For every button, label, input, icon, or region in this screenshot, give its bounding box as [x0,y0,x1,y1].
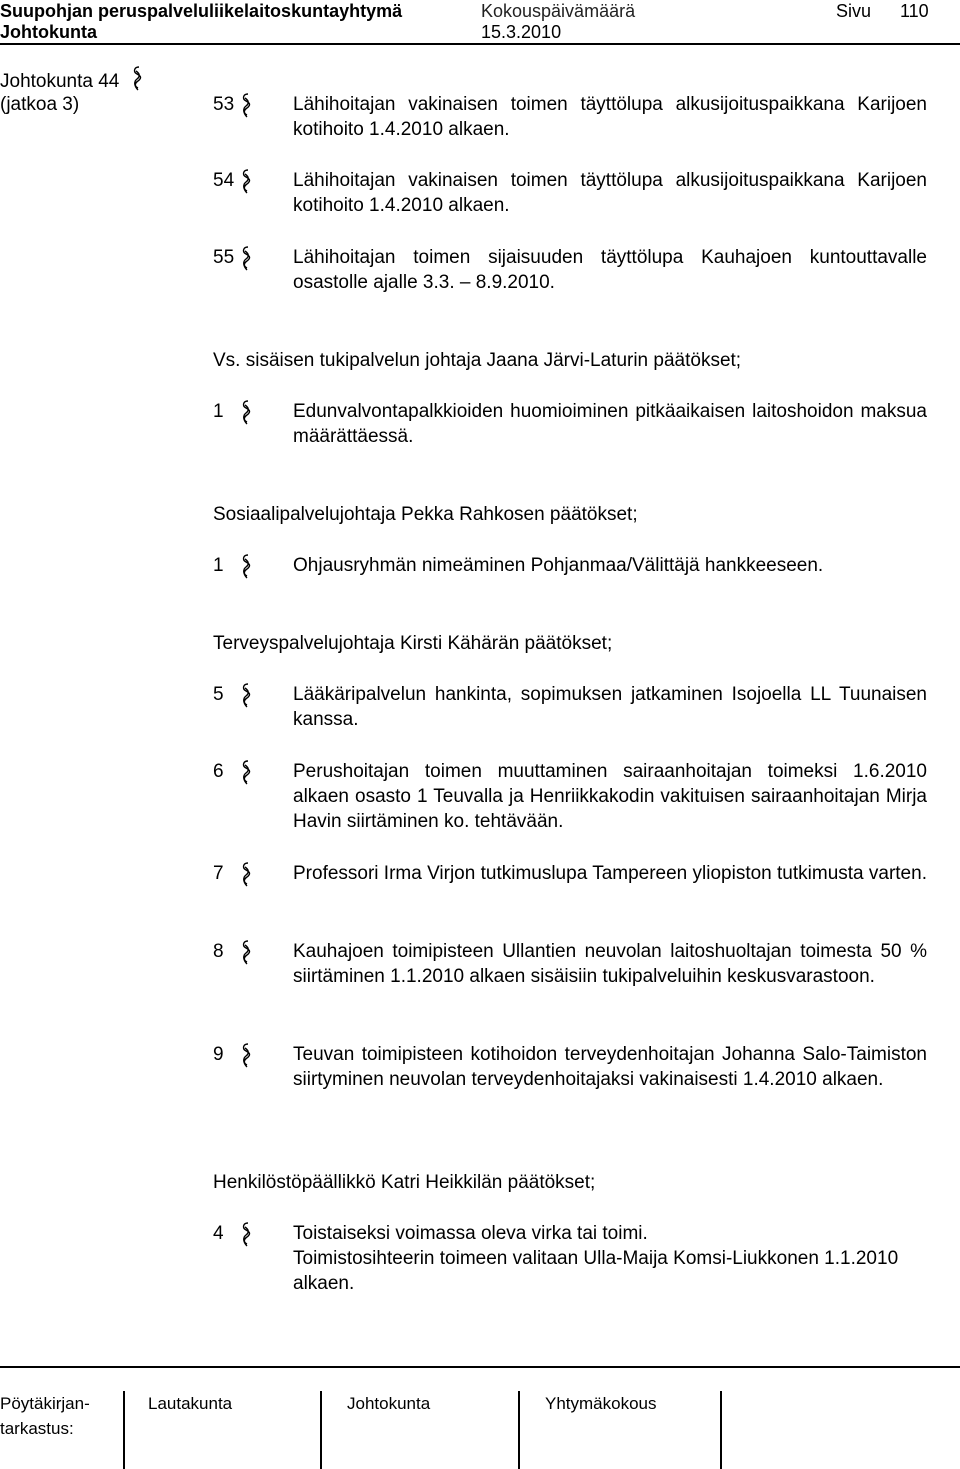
item-text: Lähihoitajan toimen sijaisuuden täyttölupa Kauhajoen kuntouttavalle osastolle ajalle 3.3. – 8.9.2010. [293,247,927,293]
check-label-line1: Pöytäkirjan- [0,1394,90,1413]
section-sign-icon [239,92,253,120]
item-number: 53 [213,94,235,115]
section-sign-icon [239,553,253,581]
section-sign-icon [239,682,253,710]
agenda-item-label [0,65,144,94]
item-text: Kauhajoen toimipisteen Ullantien neuvolan laitoshuoltajan toimesta 50 % siirtäminen 1.1.2010 alkaen sisäisiin tukipalveluihin keskusvarastoon. [293,941,927,987]
item-number: 4 [213,1223,224,1244]
list-item [213,553,927,578]
body-name: Johtokunta [0,22,97,42]
section-sign-icon [239,245,253,273]
organization-name: Suupohjan peruspalveluliikelaitoskuntayhtymä [0,1,403,21]
footer-col-johtokunta: Johtokunta [347,1394,431,1413]
footer-col-lautakunta: Lautakunta [148,1394,233,1413]
item-text: Lääkäripalvelun hankinta, sopimuksen jatkaminen Isojoella LL Tuunaisen kanssa. [293,684,927,730]
item-text [293,1221,927,1296]
page-number: 110 [900,1,929,21]
list-item [213,682,927,732]
section-sign-icon [239,399,253,427]
section-heading-henkilosto: Henkilöstöpäällikkö Katri Heikkilän päätökset; [213,1172,596,1193]
section-sign-icon [239,939,253,967]
item-number: 1 [213,401,224,422]
list-item [213,1042,927,1092]
footer-divider [0,1366,960,1368]
page-header [0,0,960,44]
meeting-date: 15.3.2010 [481,22,562,42]
continuation-label: (jatkoa 3) [0,94,80,115]
section-sign-icon [239,861,253,889]
item-number: 9 [213,1044,224,1065]
item-number: 8 [213,941,224,962]
list-item [213,168,927,218]
section-sign-icon [239,759,253,787]
list-item [213,759,927,834]
footer-column-divider [123,1391,125,1469]
list-item [213,92,927,142]
item-number: 6 [213,761,224,782]
section-sign-icon [239,1042,253,1070]
footer-column-divider [518,1391,520,1469]
page-label: Sivu [836,1,872,21]
header-divider [0,43,960,45]
check-label-line2: tarkastus: [0,1419,74,1438]
footer-col-yhtymakokous: Yhtymäkokous [545,1394,657,1413]
item-number: 54 [213,170,235,191]
footer-column-divider [320,1391,322,1469]
page-footer [0,1366,960,1469]
list-item [213,399,927,449]
item-text-line: Toistaiseksi voimassa oleva virka tai toimi. [293,1223,648,1244]
list-item [213,939,927,989]
item-text: Perushoitajan toimen muuttaminen sairaanhoitajan toimeksi 1.6.2010 alkaen osasto 1 Teuvalla ja Henriikkakodin vakituisen sairaanhoitajan Mirja Havin siirtäminen ko. tehtävään. [293,761,927,832]
list-item [213,1221,927,1296]
section-heading-terveys: Terveyspalvelujohtaja Kirsti Kähärän päätökset; [213,633,613,654]
item-text: Lähihoitajan vakinaisen toimen täyttölupa alkusijoituspaikkana Karijoen kotihoito 1.4.2010 alkaen. [293,170,927,216]
item-text: Edunvalvontapalkkioiden huomioiminen pitkäaikaisen laitoshoidon maksua määrättäessä. [293,401,927,447]
section-heading-vs: Vs. sisäisen tukipalvelun johtaja Jaana Järvi-Laturin päätökset; [213,350,742,371]
item-text-line: Toimistosihteerin toimeen valitaan Ulla-Maija Komsi-Liukkonen 1.1.2010 alkaen. [293,1248,899,1294]
section-sign-icon [239,1221,253,1249]
item-text: Teuvan toimipisteen kotihoidon terveydenhoitajan Johanna Salo-Taimiston siirtyminen neuvolan terveydenhoitajaksi vakinaisesti 1.4.2010 alkaen. [293,1044,927,1090]
agenda-item-number: Johtokunta 44 [0,71,120,92]
list-item [213,861,927,886]
item-text: Ohjausryhmän nimeäminen Pohjanmaa/Välittäjä hankkeeseen. [293,555,824,576]
date-label: Kokouspäivämäärä [481,1,636,21]
section-heading-sosiaali: Sosiaalipalvelujohtaja Pekka Rahkosen päätökset; [213,504,638,525]
item-number: 55 [213,247,235,268]
item-text: Professori Irma Virjon tutkimuslupa Tampereen yliopiston tutkimusta varten. [293,863,927,884]
section-sign-icon [130,65,144,93]
item-text: Lähihoitajan vakinaisen toimen täyttölupa alkusijoituspaikkana Karijoen kotihoito 1.4.2010 alkaen. [293,94,927,140]
item-number: 5 [213,684,224,705]
footer-column-divider [720,1391,722,1469]
item-number: 1 [213,555,224,576]
section-sign-icon [239,168,253,196]
list-item [213,245,927,295]
item-number: 7 [213,863,224,884]
